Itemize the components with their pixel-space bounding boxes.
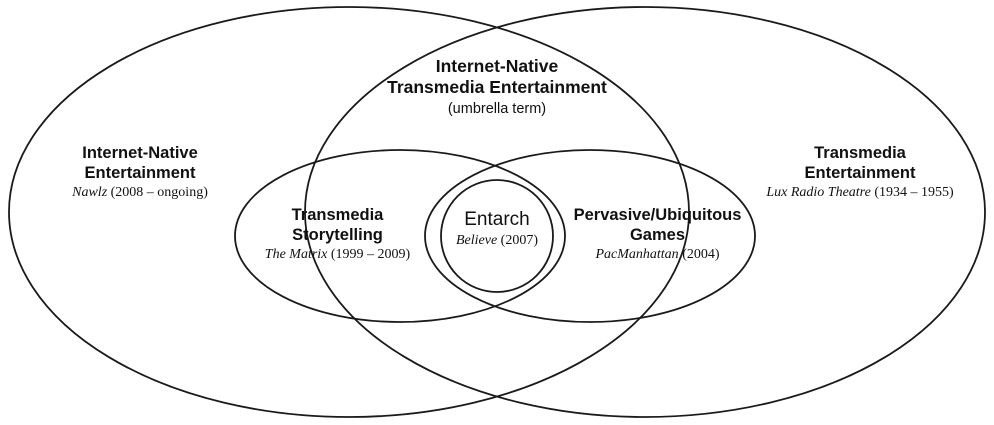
region-example [560, 246, 755, 263]
region-example-years: (2008 – ongoing) [110, 185, 208, 201]
region-label-entarch [427, 208, 567, 249]
region-title-line1: Internet-Native [82, 144, 198, 162]
region-title-line2: Transmedia Entertainment [387, 77, 607, 98]
region-example-years: (2004) [682, 247, 720, 263]
region-label-internet-native-transmedia-entertainment [337, 56, 657, 118]
region-label-transmedia-storytelling [245, 205, 430, 263]
region-example-title: Lux Radio Theatre [766, 185, 871, 201]
region-title-line2: Entertainment [84, 164, 196, 183]
region-example-title: The Matrix [264, 247, 328, 263]
region-title-line1: Internet-Native [435, 56, 559, 76]
region-example-years: (1934 – 1955) [874, 185, 954, 201]
region-example [740, 184, 980, 201]
region-title-line2: Games [629, 226, 686, 245]
region-title-line2: Storytelling [292, 226, 383, 245]
region-title-line1: Pervasive/Ubiquitous [573, 206, 742, 224]
region-label-transmedia-entertainment [740, 143, 980, 201]
region-example-years: (2007) [500, 233, 538, 249]
region-title-line1: Transmedia [291, 206, 384, 224]
region-example-title: Nawlz [72, 185, 108, 201]
region-title: Entarch [464, 209, 530, 230]
region-note: (umbrella term) [447, 100, 547, 117]
region-label-internet-native-entertainment [20, 143, 260, 201]
region-example [427, 232, 567, 249]
region-example-title: Believe [455, 233, 498, 249]
region-example [245, 246, 430, 263]
region-example [20, 184, 260, 201]
region-example-years: (1999 – 2009) [330, 247, 411, 263]
region-label-pervasive-ubiquitous-games [560, 205, 755, 263]
region-example-title: PacManhattan [595, 247, 679, 263]
region-title-line1: Transmedia [814, 144, 906, 162]
region-title-line2: Entertainment [804, 164, 916, 183]
